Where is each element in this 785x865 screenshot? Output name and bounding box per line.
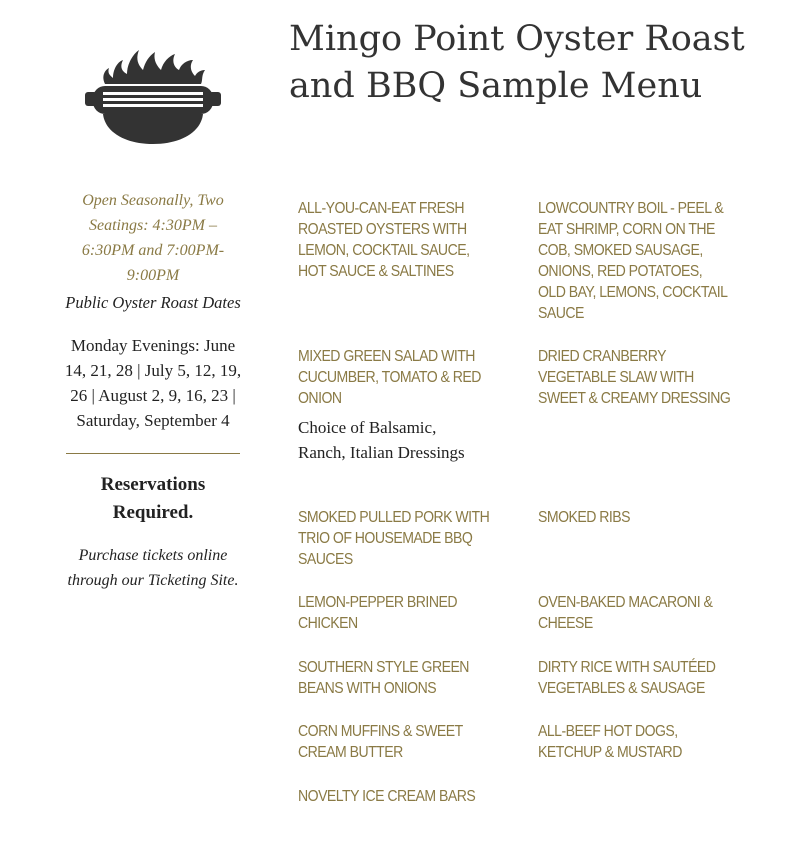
menu-item bbox=[298, 786, 493, 807]
menu-item bbox=[298, 592, 493, 634]
public-dates-label: Public Oyster Roast Dates bbox=[65, 293, 241, 312]
menu-item-name: CORN MUFFINS & SWEET CREAM BUTTER bbox=[298, 723, 463, 761]
menu-item bbox=[538, 507, 733, 528]
menu-item bbox=[298, 346, 493, 465]
menu-item bbox=[538, 346, 733, 409]
menu-item-name: SMOKED PULLED PORK WITH TRIO OF HOUSEMADE BBQ SAUCES bbox=[298, 509, 490, 568]
menu-item-name: SMOKED RIBS bbox=[538, 509, 631, 526]
menu-item-name: LEMON-PEPPER BRINED CHICKEN bbox=[298, 594, 457, 632]
menu-item bbox=[298, 657, 493, 699]
menu-item bbox=[538, 657, 733, 699]
page-title: Mingo Point Oyster Roast and BBQ Sample Menu bbox=[289, 19, 745, 106]
sidebar bbox=[64, 188, 242, 593]
menu-item-name: MIXED GREEN SALAD WITH CUCUMBER, TOMATO & RED ONION bbox=[298, 348, 481, 407]
menu-item bbox=[538, 721, 733, 763]
grill-icon bbox=[83, 40, 223, 150]
menu-item-name: LOWCOUNTRY BOIL - PEEL & EAT SHRIMP, CORN ON THE COB, SMOKED SAUSAGE, ONIONS, RED POTATOES, OLD BAY, LEMONS, COCKTAIL SAUCE bbox=[538, 200, 727, 322]
menu-item-name: ALL-BEEF HOT DOGS, KETCHUP & MUSTARD bbox=[538, 723, 682, 761]
reservations-notice: Reservations Required. bbox=[100, 474, 206, 523]
menu-item bbox=[298, 721, 493, 763]
menu-item bbox=[298, 198, 493, 282]
menu-item-name: ALL-YOU-CAN-EAT FRESH ROASTED OYSTERS WITH LEMON, COCKTAIL SAUCE, HOT SAUCE & SALTINES bbox=[298, 200, 470, 280]
seasonal-hours: Open Seasonally, Two Seatings: 4:30PM – 6:30PM and 7:00PM-9:00PM bbox=[81, 192, 225, 284]
menu-item-name: DIRTY RICE WITH SAUTÉED VEGETABLES & SAUSAGE bbox=[538, 659, 716, 697]
menu-item bbox=[538, 592, 733, 634]
menu-item-name: OVEN-BAKED MACARONI & CHEESE bbox=[538, 594, 713, 632]
menu-item-description: Choice of Balsamic, Ranch, Italian Dressings bbox=[298, 418, 465, 462]
schedule-dates: Monday Evenings: June 14, 21, 28 | July 5, 12, 19, 26 | August 2, 9, 16, 23 | Saturday, September 4 bbox=[64, 336, 242, 430]
divider bbox=[66, 453, 240, 454]
menu-item-name: DRIED CRANBERRY VEGETABLE SLAW WITH SWEET & CREAMY DRESSING bbox=[538, 348, 731, 407]
menu-item-name: SOUTHERN STYLE GREEN BEANS WITH ONIONS bbox=[298, 659, 469, 697]
menu-item bbox=[538, 198, 733, 324]
menu-item bbox=[298, 507, 493, 570]
menu-item-name: NOVELTY ICE CREAM BARS bbox=[298, 788, 476, 805]
ticketing-link[interactable]: Purchase tickets online through our Ticketing Site. bbox=[67, 547, 239, 589]
